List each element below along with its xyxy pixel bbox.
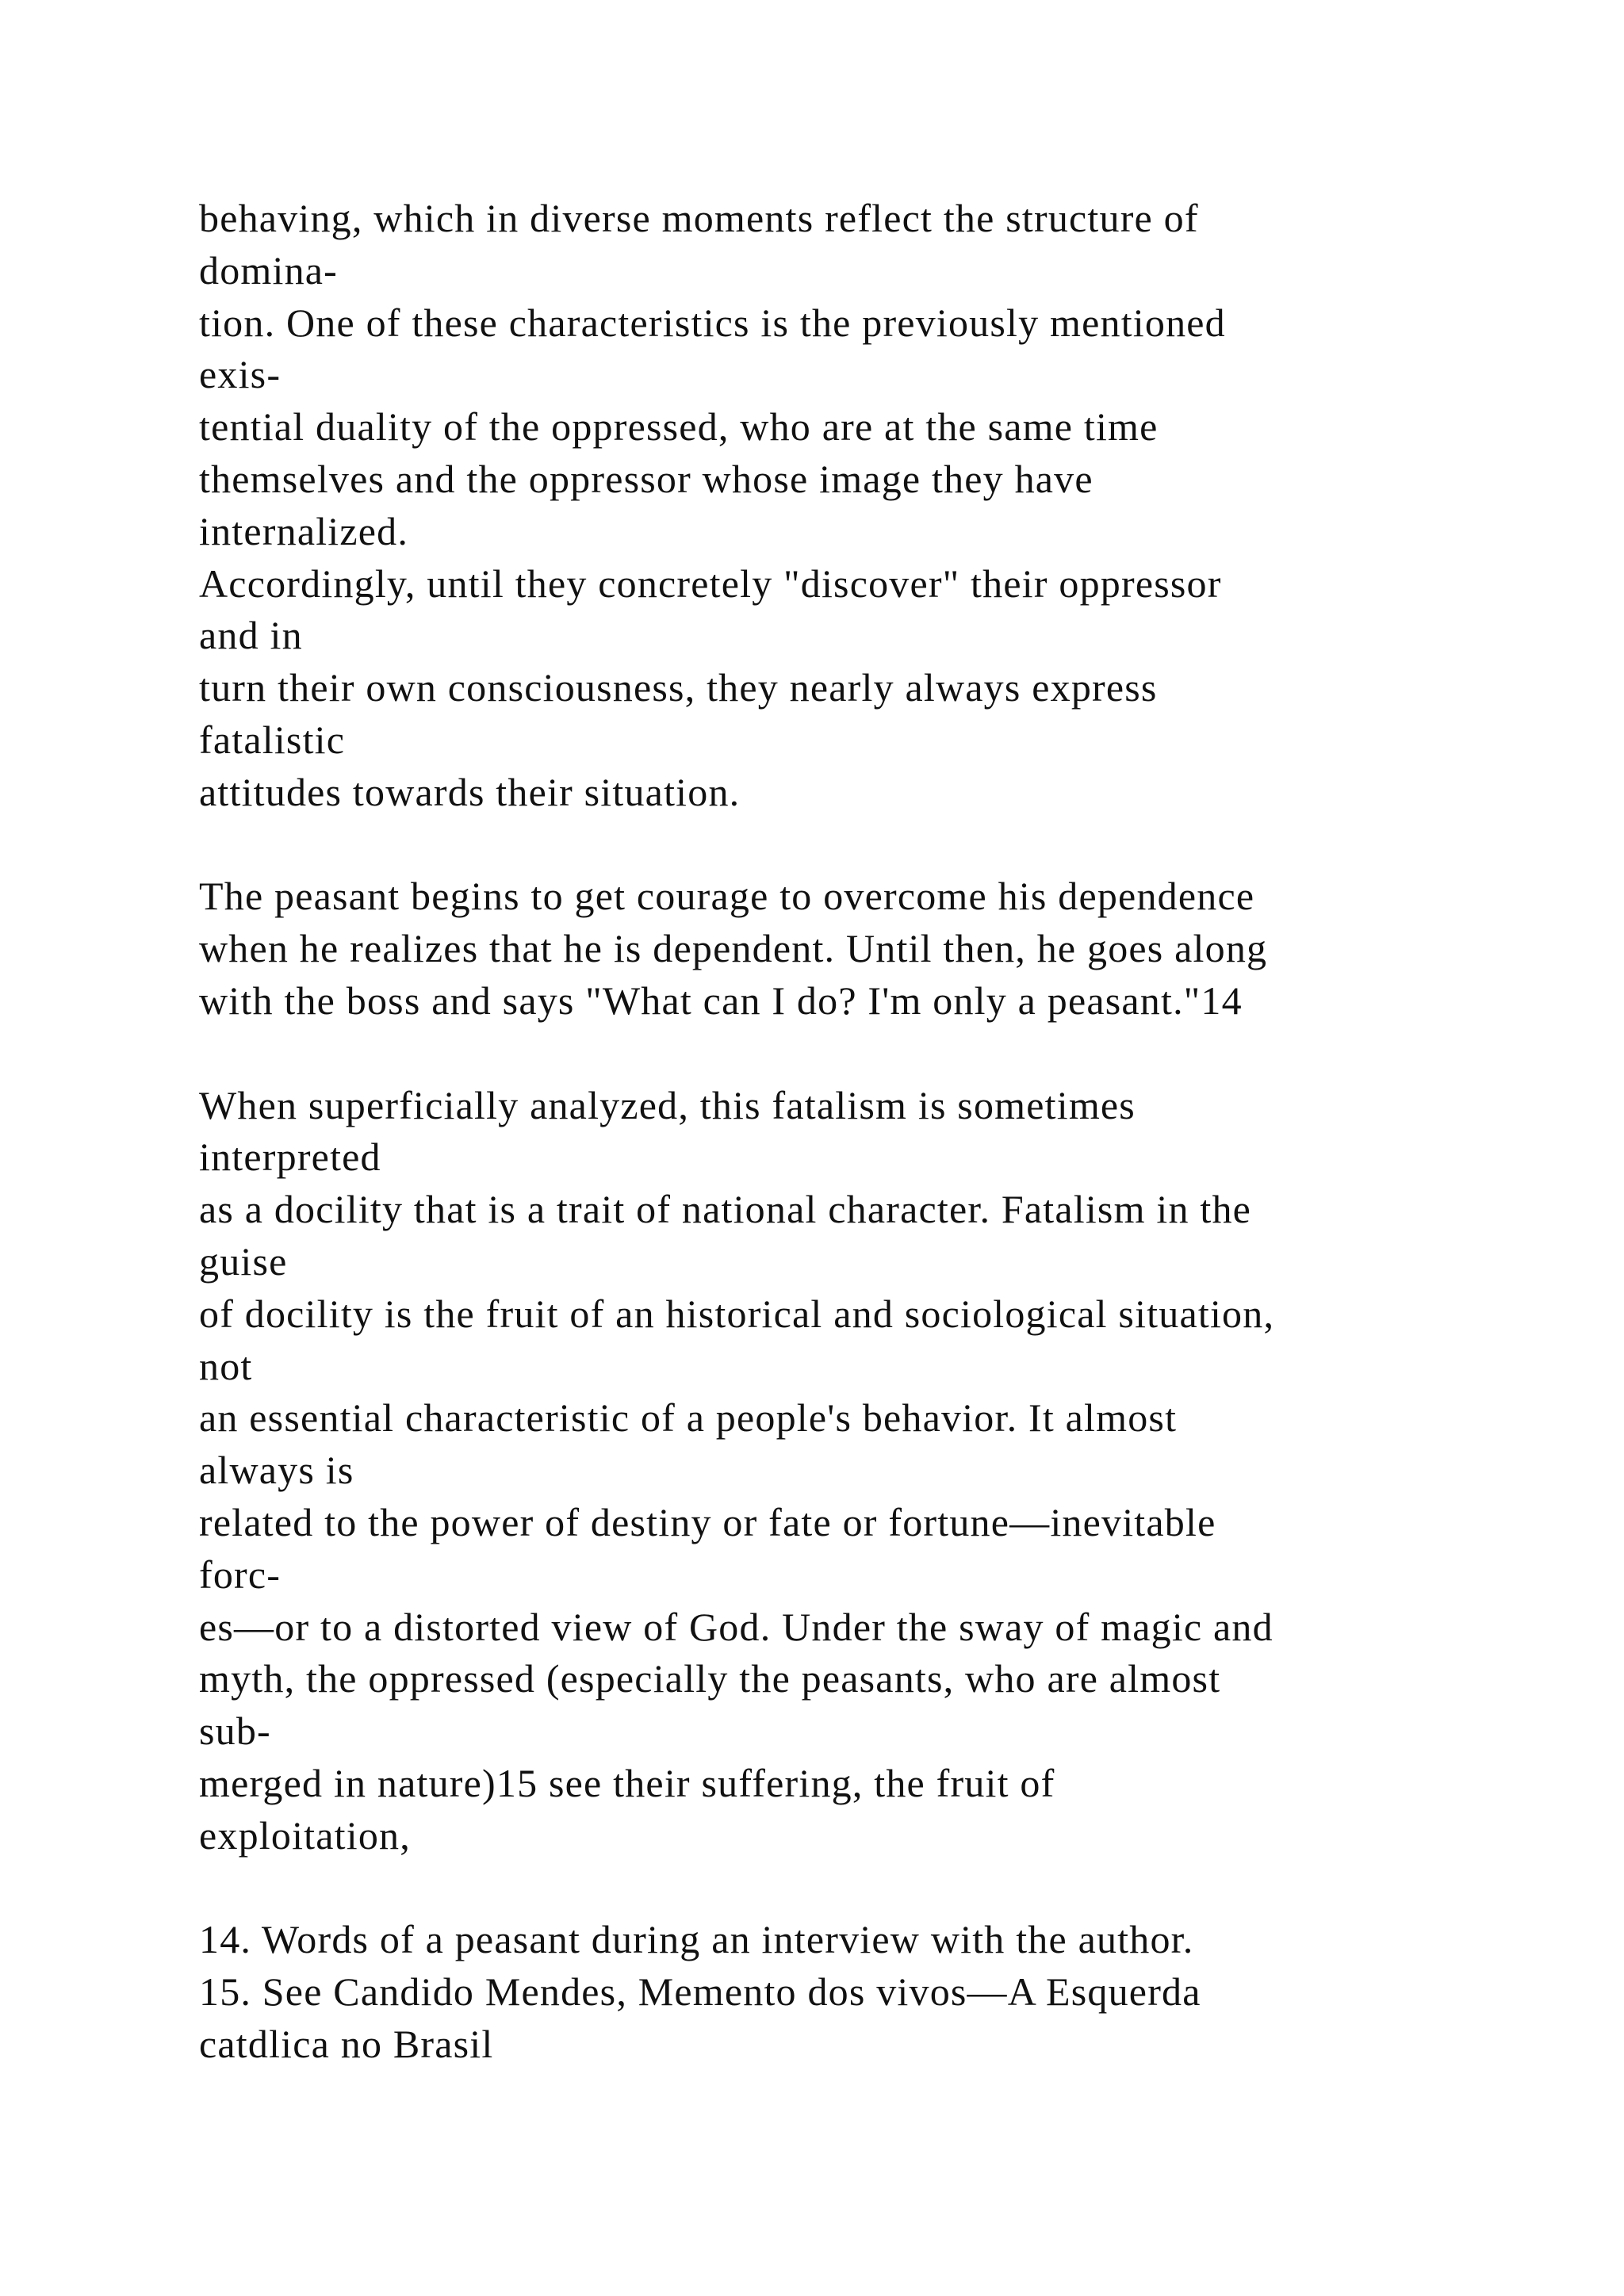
paragraph-body-1 (199, 193, 1595, 819)
text-line: fatalistic (199, 717, 346, 762)
text-line: interpreted (199, 1135, 381, 1180)
text-line: sub- (199, 1709, 271, 1754)
footnote-15-continued: catdlica no Brasil (199, 2021, 494, 2066)
quote-line: when he realizes that he is dependent. Until then, he goes along (199, 926, 1268, 971)
text-line: always is (199, 1448, 354, 1493)
text-line: exis- (199, 352, 282, 397)
text-line: Accordingly, until they concretely "discover" their oppressor (199, 561, 1222, 606)
text-line: turn their own consciousness, they nearly always express (199, 665, 1158, 710)
text-line: When superficially analyzed, this fatalism is sometimes (199, 1082, 1136, 1127)
text-line: es—or to a distorted view of God. Under the sway of magic and (199, 1604, 1274, 1649)
text-line: exploitation, (199, 1812, 411, 1858)
footnote-14: 14. Words of a peasant during an interview with the author. (199, 1917, 1194, 1962)
text-line: merged in nature)15 see their suffering, the fruit of (199, 1760, 1055, 1805)
text-line: of docility is the fruit of an historical and sociological situation, (199, 1291, 1275, 1336)
text-line: domina- (199, 247, 339, 293)
paragraph-gap (199, 1862, 1595, 1915)
text-line: and in (199, 613, 303, 658)
text-line: internalized. (199, 508, 409, 553)
paragraph-body-2 (199, 1080, 1595, 1862)
text-line: behaving, which in diverse moments reflect the structure of (199, 196, 1199, 240)
paragraph-gap (199, 1027, 1595, 1080)
footnote-15: 15. See Candido Mendes, Memento dos vivos—A Esquerda (199, 1969, 1201, 2015)
text-line: not (199, 1343, 253, 1388)
text-line: tion. One of these characteristics is the previously mentioned (199, 300, 1226, 345)
quote-line: with the boss and says "What can I do? I'm only a peasant."14 (199, 978, 1243, 1023)
text-line: related to the power of destiny or fate or fortune—inevitable (199, 1499, 1216, 1544)
block-quote (199, 871, 1595, 1027)
text-line: attitudes towards their situation. (199, 769, 741, 814)
text-line: themselves and the oppressor whose image they have (199, 456, 1094, 501)
text-line: tential duality of the oppressed, who are at the same time (199, 404, 1159, 450)
text-line: forc- (199, 1552, 282, 1597)
paragraph-gap (199, 819, 1595, 871)
text-line: guise (199, 1238, 288, 1284)
quote-line: The peasant begins to get courage to overcome his dependence (199, 874, 1255, 919)
document-text (199, 193, 1595, 2071)
text-line: as a docility that is a trait of national character. Fatalism in the (199, 1187, 1252, 1232)
footnotes (199, 1914, 1595, 2070)
text-line: an essential characteristic of a people's behavior. It almost (199, 1395, 1178, 1441)
text-line: myth, the oppressed (especially the peasants, who are almost (199, 1656, 1221, 1701)
